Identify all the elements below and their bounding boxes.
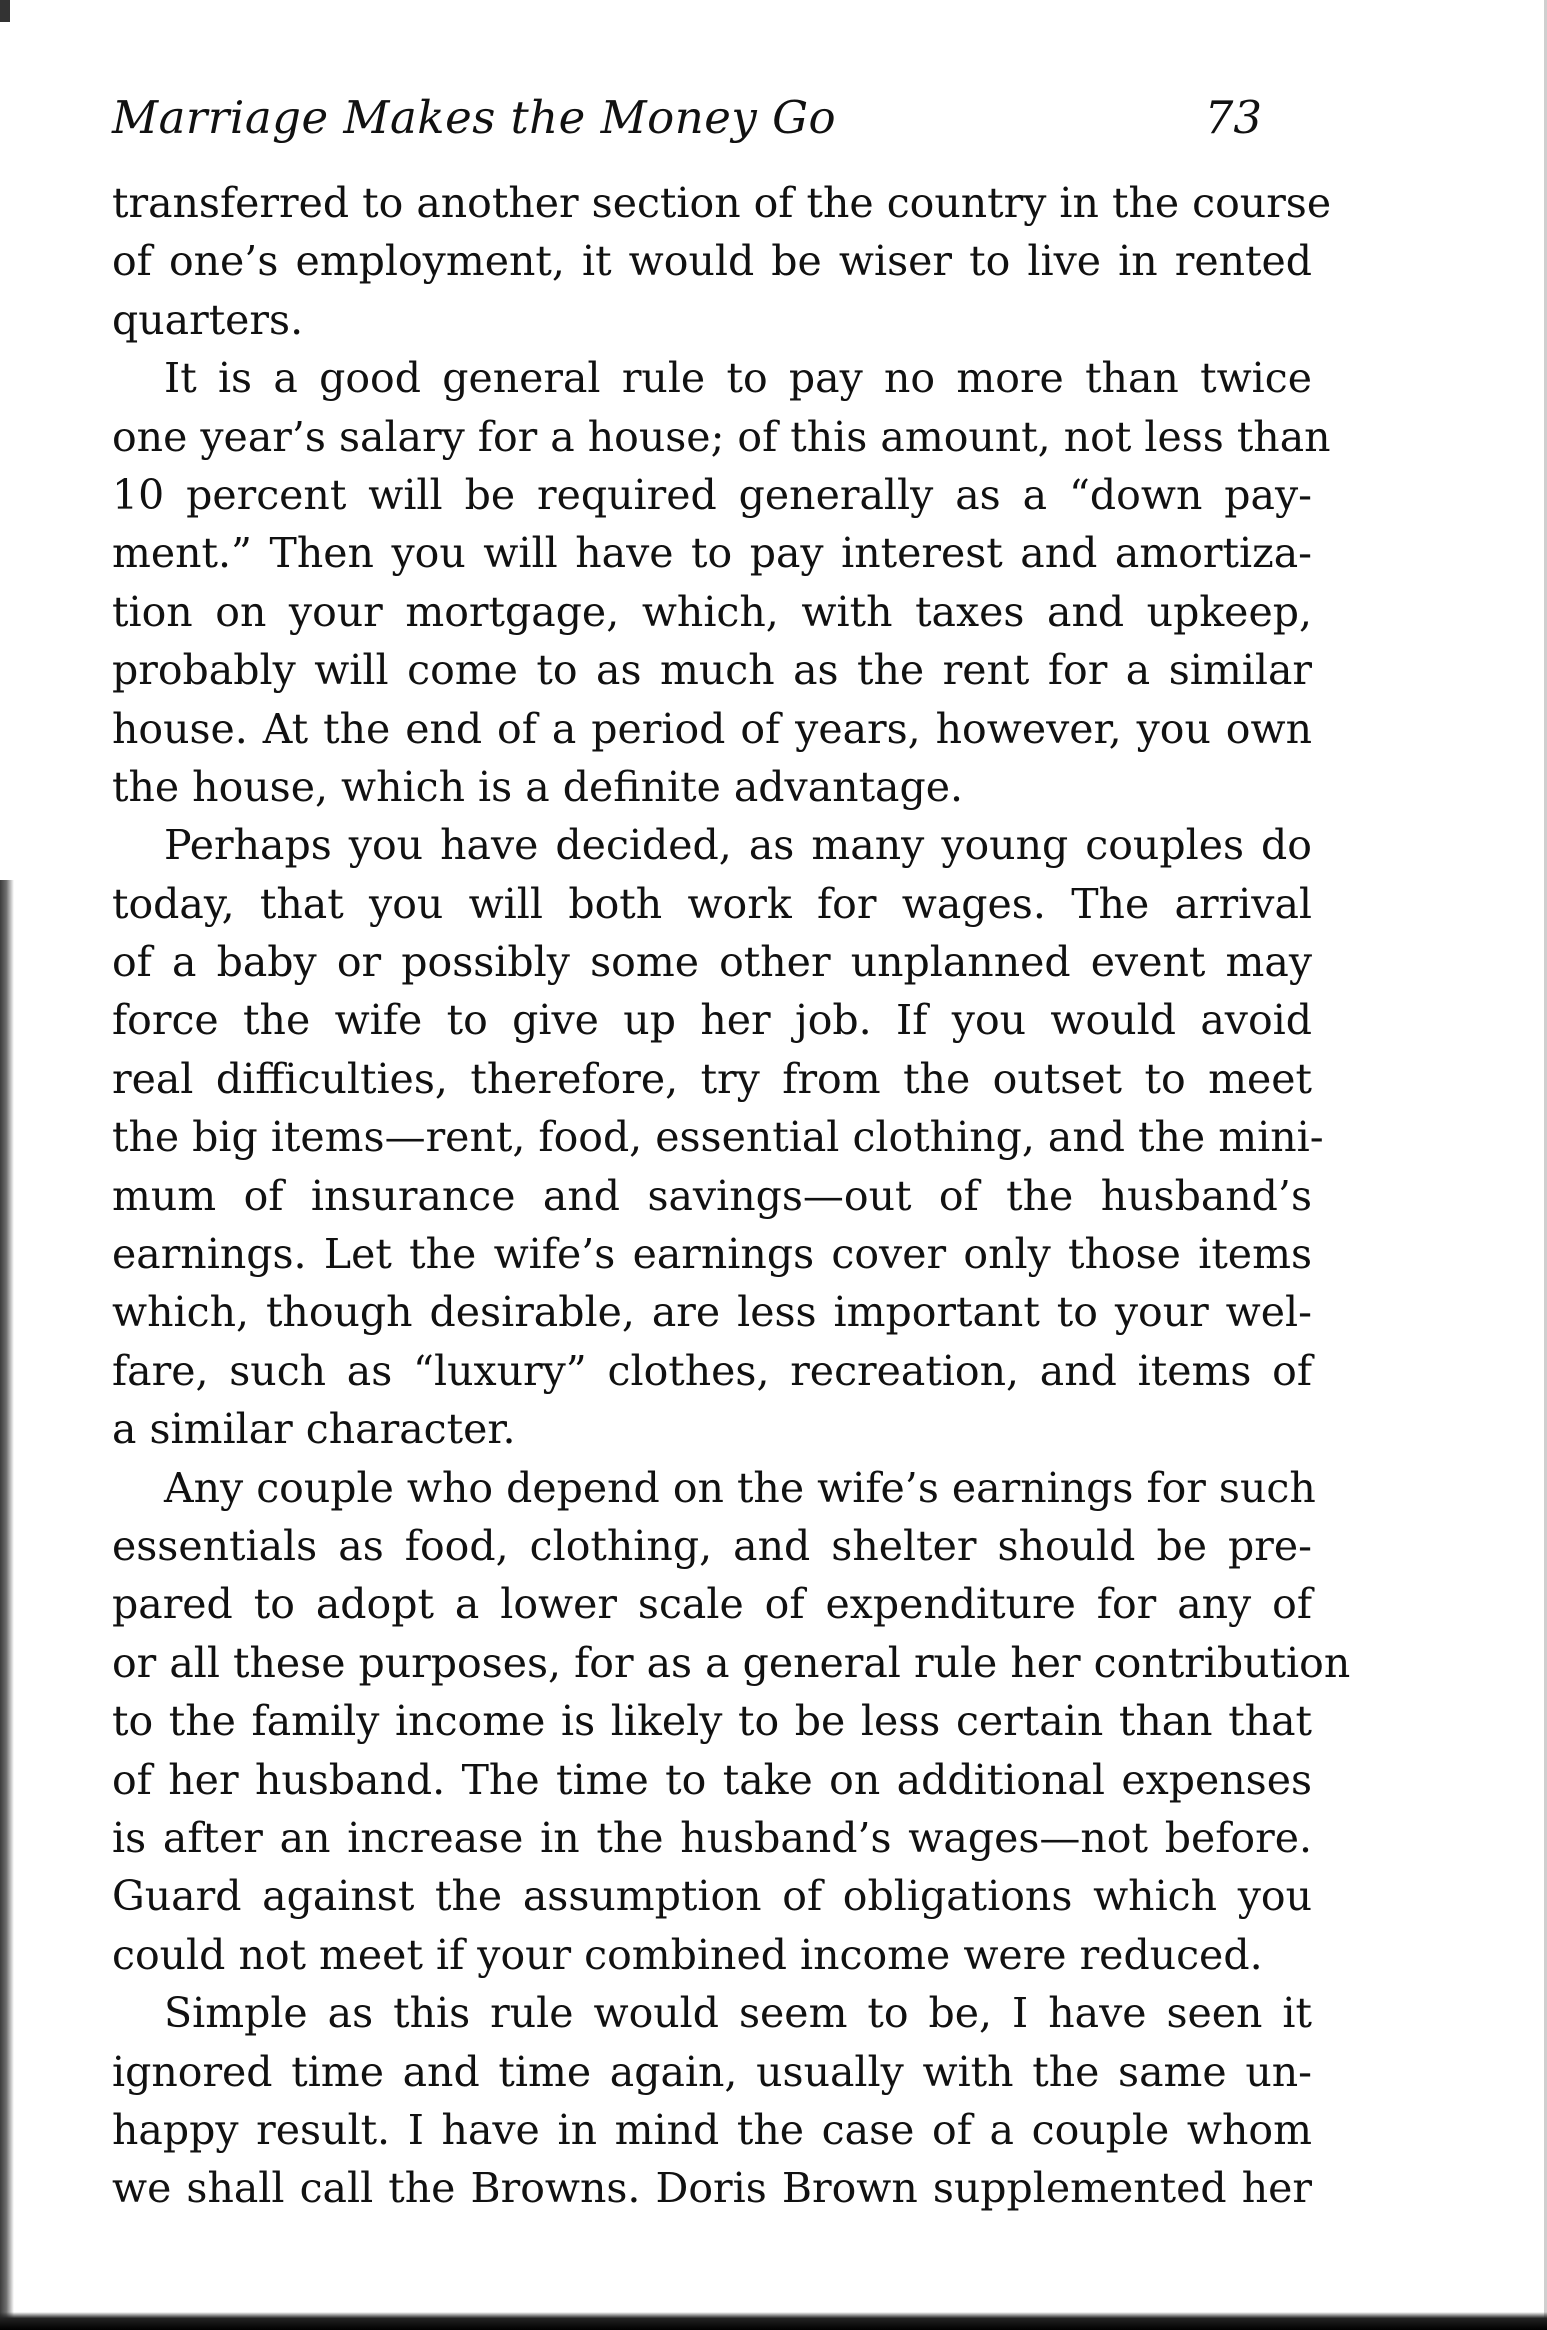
text-line: fare, such as “luxury” clothes, recreation, and items of xyxy=(112,1346,1312,1395)
text-line: house. At the end of a period of years, however, you own xyxy=(112,704,1312,753)
text-line: pared to adopt a lower scale of expenditure for any of xyxy=(112,1580,1312,1629)
text-line: of her husband. The time to take on additional expenses xyxy=(112,1755,1312,1804)
paragraph-first-line: It is a good general rule to pay no more than twice xyxy=(164,354,1312,403)
body-text xyxy=(112,174,1351,2218)
binding-shadow-top xyxy=(0,0,10,22)
text-line: could not meet if your combined income were reduced. xyxy=(112,1930,1263,1979)
text-line: real difficulties, therefore, try from the outset to meet xyxy=(112,1054,1312,1103)
text-line: we shall call the Browns. Doris Brown supplemented her xyxy=(112,2164,1312,2213)
text-line: happy result. I have in mind the case of a couple whom xyxy=(112,2105,1312,2154)
running-head xyxy=(112,88,1262,148)
page-number: 73 xyxy=(1204,91,1262,144)
paragraph-first-line: Simple as this rule would seem to be, I have seen it xyxy=(164,1989,1312,2038)
text-line: the house, which is a definite advantage. xyxy=(112,762,964,811)
text-line: is after an increase in the husband’s wages—not before. xyxy=(112,1813,1312,1862)
text-line: earnings. Let the wife’s earnings cover only those items xyxy=(112,1230,1312,1279)
paragraph-first-line: Perhaps you have decided, as many young couples do xyxy=(164,821,1312,870)
text-line: which, though desirable, are less important to your wel- xyxy=(112,1288,1312,1337)
text-line: the big items—rent, food, essential clothing, and the mini- xyxy=(112,1113,1324,1162)
text-line: essentials as food, clothing, and shelter should be pre- xyxy=(112,1521,1312,1570)
text-line: tion on your mortgage, which, with taxes and upkeep, xyxy=(112,587,1312,636)
text-line: mum of insurance and savings—out of the husband’s xyxy=(112,1171,1312,1220)
text-line: one year’s salary for a house; of this amount, not less than xyxy=(112,412,1331,461)
text-line: 10 percent will be required generally as a “down pay- xyxy=(112,470,1312,519)
text-line: quarters. xyxy=(112,295,304,344)
text-line: Guard against the assumption of obligations which you xyxy=(112,1872,1312,1921)
text-line: to the family income is likely to be less certain than that xyxy=(112,1697,1312,1746)
text-line: force the wife to give up her job. If you would avoid xyxy=(112,996,1312,1045)
page-bottom-shadow xyxy=(0,2312,1547,2330)
text-line: of a baby or possibly some other unplanned event may xyxy=(112,938,1312,987)
binding-shadow xyxy=(0,880,14,2320)
text-line: today, that you will both work for wages. The arrival xyxy=(112,879,1312,928)
text-line: probably will come to as much as the rent for a similar xyxy=(112,646,1312,695)
text-line: of one’s employment, it would be wiser to live in rented xyxy=(112,237,1312,286)
text-line: ignored time and time again, usually with the same un- xyxy=(112,2047,1312,2096)
text-line: a similar character. xyxy=(112,1405,516,1454)
paragraph-first-line: Any couple who depend on the wife’s earnings for such xyxy=(164,1463,1316,1512)
text-line: ment.” Then you will have to pay interest and amortiza- xyxy=(112,529,1312,578)
text-line: or all these purposes, for as a general rule her contribution xyxy=(112,1638,1351,1687)
text-line: transferred to another section of the country in the course xyxy=(112,179,1332,227)
running-head-title: Marriage Makes the Money Go xyxy=(112,91,837,144)
